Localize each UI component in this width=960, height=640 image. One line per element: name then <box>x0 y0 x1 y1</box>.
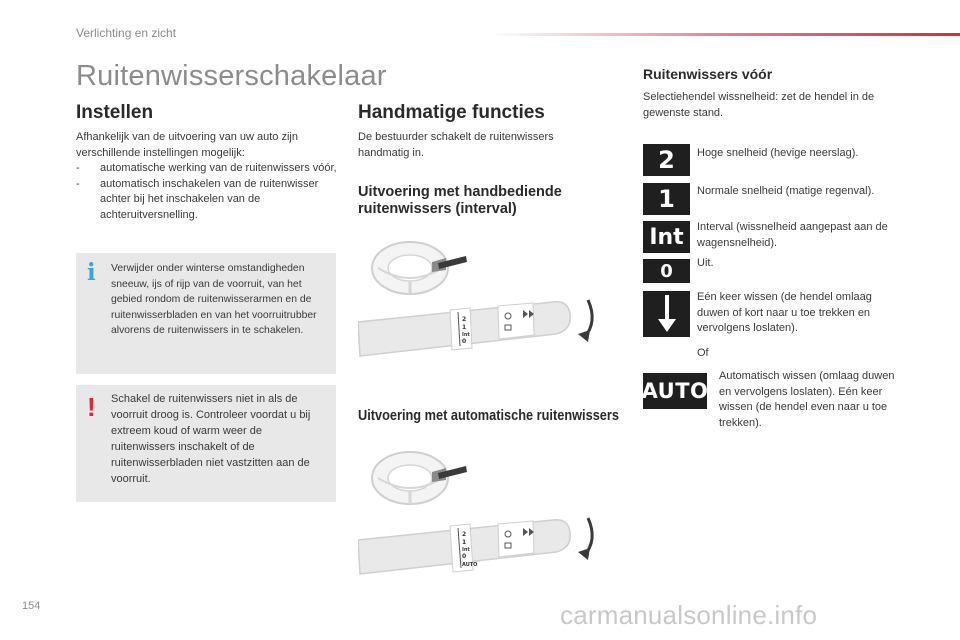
lever-mark-0: 0 <box>462 553 467 560</box>
off-0-icon: 0 <box>643 259 690 283</box>
wiper-stalk-illustration-auto <box>358 440 608 590</box>
handmatig-text: De bestuurder schakelt de ruitenwissers handmatig in. <box>358 131 554 159</box>
steering-wheel-icon <box>372 242 467 294</box>
single-wipe-text: Eén keer wissen (de hendel omlaag duwen of kort naar u toe trekken en vervolgens loslaten). <box>697 291 872 334</box>
position-2-text: Hoge snelheid (hevige neerslag). <box>697 147 859 159</box>
speed-2-icon: 2 <box>643 144 690 176</box>
warning-note-text: Schakel de ruitenwissers niet in als de voorruit droog is. Controleer voordat u bij extreem koud of warm weer de ruitenwissers inschakelt of de ruitenwisserbladen niet vastzitten aan de voorruit. <box>111 393 311 485</box>
wiper-stalk-illustration-interval <box>358 230 608 380</box>
subheading-automatisch: Uitvoering met automatische ruitenwissers <box>358 408 619 424</box>
info-note <box>76 253 336 374</box>
watermark: carmanualsonline.info <box>560 600 818 630</box>
down-arrow-icon <box>643 291 690 337</box>
lever-mark-int: Int <box>462 547 470 553</box>
header-accent-line <box>490 33 960 36</box>
list-item: - automatische werking van de ruitenwissers vóór, <box>76 162 337 174</box>
interval-icon: Int <box>643 221 690 253</box>
page-title: Ruitenwisserschakelaar <box>76 60 387 92</box>
lever-mark-0: 0 <box>462 338 467 345</box>
lever-mark-2: 2 <box>462 316 467 323</box>
page-number: 154 <box>22 600 41 612</box>
position-int-text: Interval (wissnelheid aangepast aan de wagensnelheid). <box>697 221 888 249</box>
wiper-stalk <box>358 302 570 356</box>
heading-handmatige-functies: Handmatige functies <box>358 102 545 123</box>
steering-wheel-icon <box>372 452 467 504</box>
position-0-text: Uit. <box>697 257 714 269</box>
auto-text: Automatisch wissen (omlaag duwen en vervolgens loslaten). Eén keer wissen (de hendel even naar u toe trekken). <box>719 370 895 429</box>
heading-instellen: Instellen <box>76 102 154 123</box>
info-icon: i <box>87 259 96 286</box>
lever-mark-1: 1 <box>462 539 467 546</box>
position-1-text: Normale snelheid (matige regenval). <box>697 185 875 197</box>
section-label: Verlichting en zicht <box>76 26 177 40</box>
auto-icon: AUTO <box>643 373 707 409</box>
instellen-body <box>76 130 338 223</box>
instellen-intro: Afhankelijk van de uitvoering van uw auto zijn verschillende instellingen mogelijk: <box>76 131 298 159</box>
or-label: Of <box>697 347 709 359</box>
heading-ruitenwissers-voor: Ruitenwissers vóór <box>643 66 773 82</box>
lever-mark-1: 1 <box>462 324 467 331</box>
wiper-stalk <box>358 520 570 574</box>
info-note-text: Verwijder onder winterse omstandigheden sneeuw, ijs of rijp van de voorruit, van het gebied rondom de ruitenwisserarmen en de ruitenwisserbladen en van het voorruitrubber alvorens de ruitenwissers in te schakelen. <box>111 263 317 336</box>
down-arrow-glyph <box>657 295 677 333</box>
warning-icon: ! <box>87 392 96 422</box>
voor-intro: Selectiehendel wissnelheid: zet de hendel in de gewenste stand. <box>643 91 875 119</box>
instellen-list <box>76 161 338 223</box>
lever-mark-int: Int <box>462 332 470 338</box>
subheading-interval: Uitvoering met handbediende ruitenwissers (interval) <box>358 184 562 217</box>
list-item: - automatisch inschakelen van de ruitenwisser achter bij het inschakelen van de achteruitversnelling. <box>76 177 319 221</box>
lever-mark-auto: AUTO <box>462 562 478 568</box>
warning-note <box>76 385 336 502</box>
speed-1-icon: 1 <box>643 183 690 215</box>
lever-mark-2: 2 <box>462 531 467 538</box>
